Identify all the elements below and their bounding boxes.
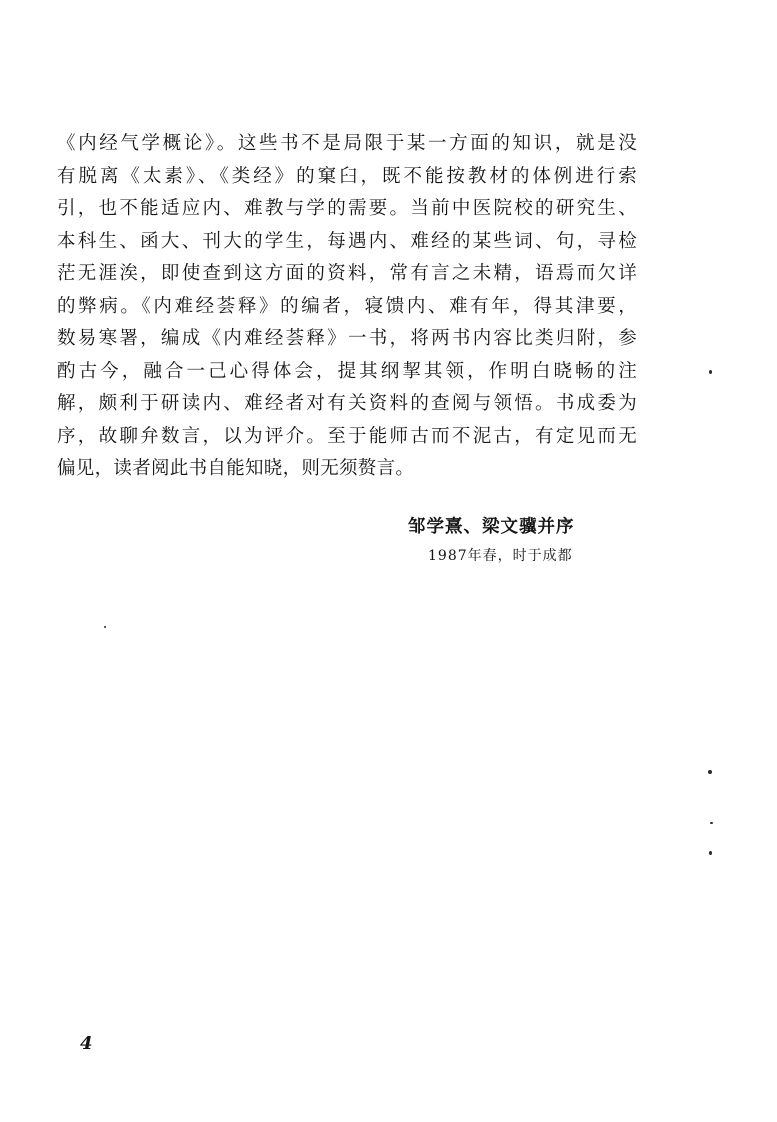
paragraph-line: 本科生、函大、刊大的学生，每遇内、难经的某些词、句，寻检 — [57, 230, 637, 252]
scan-speck — [104, 626, 106, 628]
paragraph-line: 酌古今，融合一己心得体会，提其纲挈其领，作明白晓畅的注 — [57, 360, 637, 382]
scan-speck — [710, 822, 713, 824]
author-signature: 邹学熹、梁文骥并序 — [408, 517, 575, 537]
page-number: 4 — [80, 1033, 93, 1054]
paragraph-line: 茫无涯涘，即使查到这方面的资料，常有言之未精，语焉而欠详 — [57, 263, 637, 284]
scan-speck — [708, 770, 712, 774]
scan-speck — [709, 851, 712, 855]
paragraph-line: 序，故聊弁数言，以为评介。至于能师古而不泥古，有定见而无 — [57, 425, 637, 447]
preface-paragraph — [57, 128, 637, 486]
paragraph-line: 解，颇利于研读内、难经者对有关资料的查阅与领悟。书成委为 — [57, 393, 637, 414]
date-place: 1987年春，时于成都 — [428, 548, 573, 564]
paragraph-line: 的弊病。《内难经荟释》的编者，寝馈内、难有年，得其津要， — [57, 295, 637, 317]
paragraph-line: 偏见，读者阅此书自能知晓，则无须赘言。 — [57, 458, 415, 479]
paragraph-line: 数易寒署，编成《内难经荟释》一书，将两书内容比类归附，参 — [57, 328, 637, 349]
scan-speck — [709, 370, 712, 374]
paragraph-line: 引，也不能适应内、难教与学的需要。当前中医院校的研究生、 — [57, 198, 637, 219]
paragraph-line: 有脱离《太素》、《类经》的窠臼，既不能按教材的体例进行索 — [57, 165, 637, 187]
paragraph-line: 《内经气学概论》。这些书不是局限于某一方面的知识，就是没 — [57, 133, 637, 154]
